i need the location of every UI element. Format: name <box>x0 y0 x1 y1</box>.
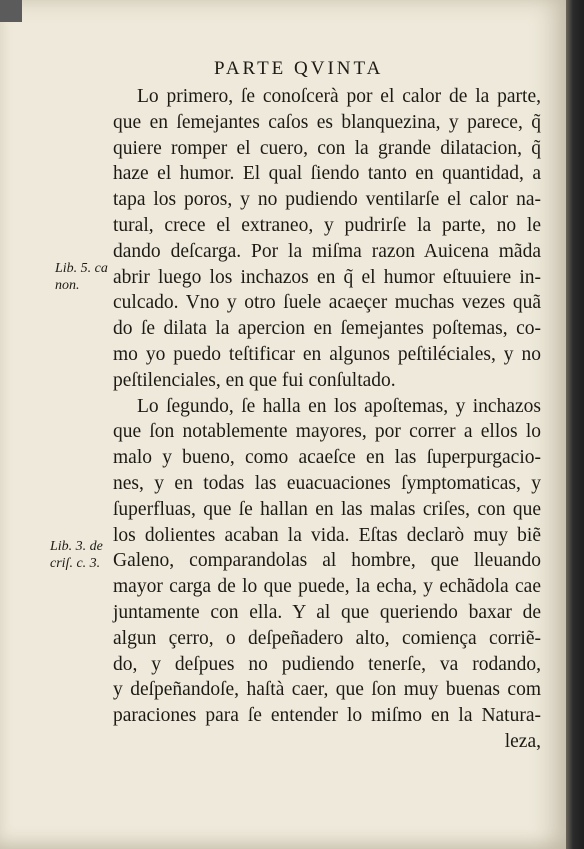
text-line: do, y deſpues no pudiendo tenerſe, va rodando, <box>113 653 541 675</box>
text-line: paraciones para ſe entender lo miſmo en la Natura- <box>113 705 541 727</box>
running-header: PARTE QVINTA <box>214 58 384 79</box>
text-line: tural, crece el extraneo, y pudrirſe la parte, no le <box>113 214 541 236</box>
text-line: mo yo puedo teſtificar en algunos peſtiléciales, y no <box>113 343 541 365</box>
catchword: leza, <box>504 730 541 752</box>
text-line: algun çerro, o deſpeñadero alto, comiença corriẽ- <box>113 627 541 649</box>
scan-corner <box>0 0 22 22</box>
margin-note-line: Lib. 3. de <box>50 539 103 554</box>
text-line: haze el humor. El qual ſiendo tanto en quantidad, a <box>113 163 541 185</box>
text-line: que en ſemejantes caſos es blanquezina, y parece, q̃ <box>113 111 541 133</box>
text-line: abrir luego los inchazos en q̃ el humor eſtuuiere in- <box>113 266 541 288</box>
text-line: nes, y en todas las euacuaciones ſymptomaticas, y <box>113 472 541 494</box>
text-line: Lo primero, ſe conoſcerà por el calor de la parte, <box>137 86 541 107</box>
text-line: quiere romper el cuero, con la grande dilatacion, q̃ <box>113 137 541 159</box>
book-gutter <box>566 0 584 849</box>
text-line: malo y bueno, como acaeſce en las ſuperpurgacio- <box>113 447 541 469</box>
margin-note-1 <box>55 260 108 294</box>
margin-note-2 <box>50 538 103 572</box>
body-text <box>113 84 541 755</box>
text-line: juntamente con ella. Y al que queriendo baxar de <box>113 601 541 623</box>
text-line: dando deſcarga. Por la miſma razon Auicena mãda <box>113 240 541 262</box>
text-line: culcado. Vno y otro ſuele acaeçer muchas vezes quã <box>113 292 541 314</box>
text-line: Lo ſegundo, ſe halla en los apoſtemas, y inchazos <box>137 395 541 417</box>
text-line: que ſon notablemente mayores, por correr a ellos lo <box>113 421 541 443</box>
text-line: Galeno, comparandolas al hombre, que lleuando <box>113 550 541 572</box>
margin-note-line: criſ. c. 3. <box>50 556 101 571</box>
text-line: ſuperfluas, que ſe hallan en las malas criſes, con que <box>113 498 541 520</box>
text-line: tapa los poros, y no pudiendo ventilarſe el calor na- <box>113 189 541 211</box>
text-line: los dolientes acaban la vida. Eſtas declarò muy biẽ <box>113 524 541 546</box>
text-line: do ſe dilata la apercion en ſemejantes poſtemas, co- <box>113 318 541 340</box>
margin-note-line: non. <box>55 278 80 293</box>
margin-note-line: Lib. 5. ca <box>55 261 108 276</box>
text-line: peſtilenciales, en que fui conſultado. <box>113 369 396 391</box>
paragraph-2 <box>113 394 541 755</box>
paragraph-1 <box>113 84 541 394</box>
text-line: mayor carga de lo que puede, la echa, y echãdola cae <box>113 576 541 598</box>
text-line: y deſpeñandoſe, haſtà caer, que ſon muy buenas com <box>113 679 541 701</box>
